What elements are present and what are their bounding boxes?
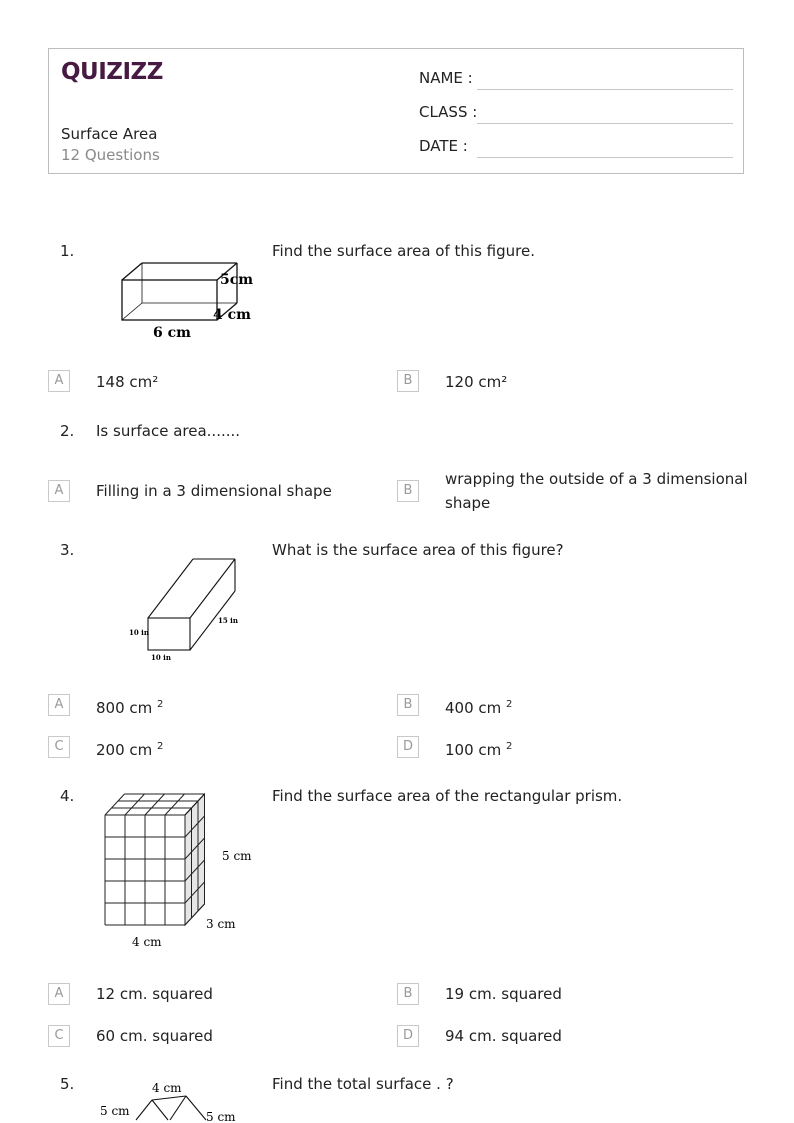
option-d-box[interactable]: D — [397, 1025, 419, 1047]
width-label: 6 cm — [153, 325, 191, 341]
option-b-text: 120 cm² — [445, 373, 508, 391]
option-c-box[interactable]: C — [48, 736, 70, 758]
name-label: NAME : — [419, 69, 473, 87]
option-a-text: Filling in a 3 dimensional shape — [96, 482, 332, 500]
depth-label: 3 cm — [206, 917, 236, 931]
top-label: 4 cm — [152, 1081, 182, 1095]
question-number: 2. — [60, 422, 75, 440]
option-b-text: 19 cm. squared — [445, 985, 562, 1003]
question-number: 3. — [60, 541, 75, 559]
height-label: 10 in — [129, 628, 149, 637]
option-a-box[interactable]: A — [48, 370, 70, 392]
left-label: 5 cm — [100, 1104, 130, 1118]
rectangular-prism-figure — [115, 258, 260, 343]
width-label: 4 cm — [132, 935, 162, 949]
class-field[interactable] — [477, 123, 733, 124]
option-a-text: 12 cm. squared — [96, 985, 213, 1003]
option-b-text: wrapping the outside of a 3 dimensional shape — [445, 470, 748, 512]
question-number: 4. — [60, 787, 75, 805]
name-field[interactable] — [477, 89, 733, 90]
option-a-text: 148 cm² — [96, 373, 159, 391]
option-b-box[interactable]: B — [397, 983, 419, 1005]
height-label: 5 cm — [222, 849, 252, 863]
unit-cube-prism-figure — [100, 790, 260, 950]
question-count: 12 Questions — [61, 146, 160, 164]
worksheet-header — [48, 48, 744, 174]
question-number: 1. — [60, 242, 75, 260]
option-b-box[interactable]: B — [397, 480, 419, 502]
date-label: DATE : — [419, 137, 468, 155]
worksheet-title: Surface Area — [61, 125, 158, 143]
option-a-box[interactable]: A — [48, 694, 70, 716]
option-c-text: 200 cm $^2$ — [96, 741, 164, 759]
class-label: CLASS : — [419, 103, 478, 121]
option-b-text: 400 cm $^2$ — [445, 699, 513, 717]
option-b-box[interactable]: B — [397, 694, 419, 716]
question-text: Find the surface area of this figure. — [272, 242, 535, 260]
option-a-text: 800 cm $^2$ — [96, 699, 164, 717]
option-d-box[interactable]: D — [397, 736, 419, 758]
width-label: 10 in — [151, 653, 171, 662]
question-text: Find the surface area of the rectangular prism. — [272, 787, 623, 805]
height-label: 5cm — [220, 272, 254, 288]
quizizz-logo: QUIZIZZ — [61, 59, 163, 85]
triangular-prism-figure — [96, 1078, 246, 1123]
right-label: 5 cm — [206, 1110, 236, 1123]
option-d-text: 94 cm. squared — [445, 1027, 562, 1045]
question-number: 5. — [60, 1075, 75, 1093]
date-field[interactable] — [477, 157, 733, 158]
option-c-text: 60 cm. squared — [96, 1027, 213, 1045]
question-text: Is surface area....... — [96, 422, 241, 440]
option-a-box[interactable]: A — [48, 480, 70, 502]
question-text: Find the total surface . ? — [272, 1075, 454, 1093]
option-a-box[interactable]: A — [48, 983, 70, 1005]
depth-label: 4 cm — [213, 307, 251, 323]
option-c-box[interactable]: C — [48, 1025, 70, 1047]
question-text: What is the surface area of this figure? — [272, 541, 564, 559]
option-d-text: 100 cm $^2$ — [445, 741, 513, 759]
option-b-box[interactable]: B — [397, 370, 419, 392]
length-label: 15 in — [218, 616, 238, 625]
rectangular-prism-figure — [125, 556, 245, 666]
